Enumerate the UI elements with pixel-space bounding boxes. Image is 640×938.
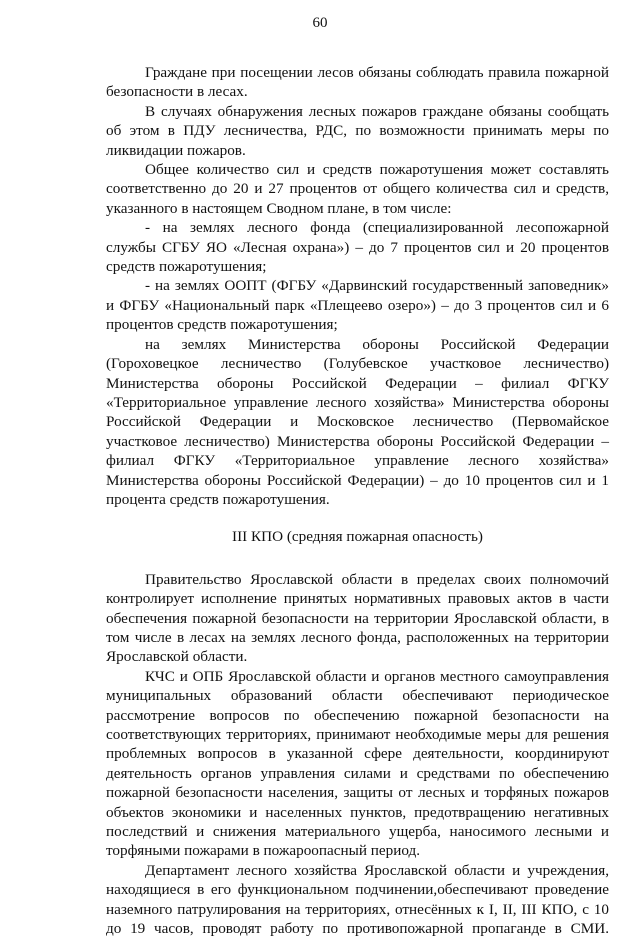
document-body <box>106 63 609 938</box>
paragraph-forces-total: Общее количество сил и средств пожаротушения может составлять соответственно до 20 и 27 процентов от общего количества сил и средств, указанного в настоящем Сводном плане, в том числе: <box>106 161 609 217</box>
paragraph-forest-fund-lands: - на землях лесного фонда (специализированной лесопожарной службы СГБУ ЯО «Лесная охрана») – до 7 процентов сил и 20 процентов средств пожаротушения; <box>106 219 609 276</box>
paragraph-defense-ministry-lands: на землях Министерства обороны Российской Федерации (Гороховецкое лесничество (Голубевское участковое лесничество) Министерства обороны Российской Федерации – филиал ФГКУ «Территориальное управление лесного хозяйства» Министерства обороны Российской Федерации и Московское лесничество (Первомайское участковое лесничество) Министерства обороны Российской Федерации – филиал ФГКУ «Территориальное управление лесного хозяйства» Министерства обороны Российской Федерации) – до 10 процентов сил и 1 процента средств пожаротушения. <box>106 335 609 508</box>
paragraph-forestry-department: Департамент лесного хозяйства Ярославской области и учреждения, находящиеся в его функциональном подчинении,обеспечивают проведение наземного патрулирования на территориях, отнесённых к I, II, III КПО, с 10 до 19 часов, проводят работу по противопожарной пропаганде в СМИ. <box>106 861 609 938</box>
section-heading: III КПО (средняя пожарная опасность) <box>232 528 483 546</box>
paragraph-protected-areas: - на землях ООПТ (ФГБУ «Дарвинский государственный заповедник» и ФГБУ «Национальный парк «Плещеево озеро») – до 3 процентов сил и 6 процентов средств пожаротушения; <box>106 277 609 334</box>
paragraph-commission-duties: КЧС и ОПБ Ярославской области и органов местного самоуправления муниципальных образований области обеспечивают периодическое рассмотрение вопросов по обеспечению пожарной безопасности на соответствующих территориях, принимают необходимые меры для решения проблемных вопросов в указанной сфере деятельности, координируют деятельность органов управления силами и средствами по обеспечению пожарной безопасности населения, защиты от лесных и торфяных пожаров объектов экономики и населенных пунктов, предотвращению негативных последствий и снижения материального ущерба, наносимого лесными и торфяными пожарами в пожароопасный период. <box>106 667 609 860</box>
paragraph-reporting-fires: В случаях обнаружения лесных пожаров граждане обязаны сообщать об этом в ПДУ лесничества, РДС, по возможности принимать меры по ликвидации пожаров. <box>106 102 609 159</box>
paragraph-fire-safety-rules: Граждане при посещении лесов обязаны соблюдать правила пожарной безопасности в лесах. <box>106 64 609 101</box>
page-number: 60 <box>312 15 328 31</box>
paragraph-government-control: Правительство Ярославской области в пределах своих полномочий контролирует исполнение принятых нормативных правовых актов в части обеспечения пожарной безопасности на территории Ярославской области, в том числе в лесах на землях лесного фонда, расположенных на территории Ярославской области. <box>106 570 609 666</box>
